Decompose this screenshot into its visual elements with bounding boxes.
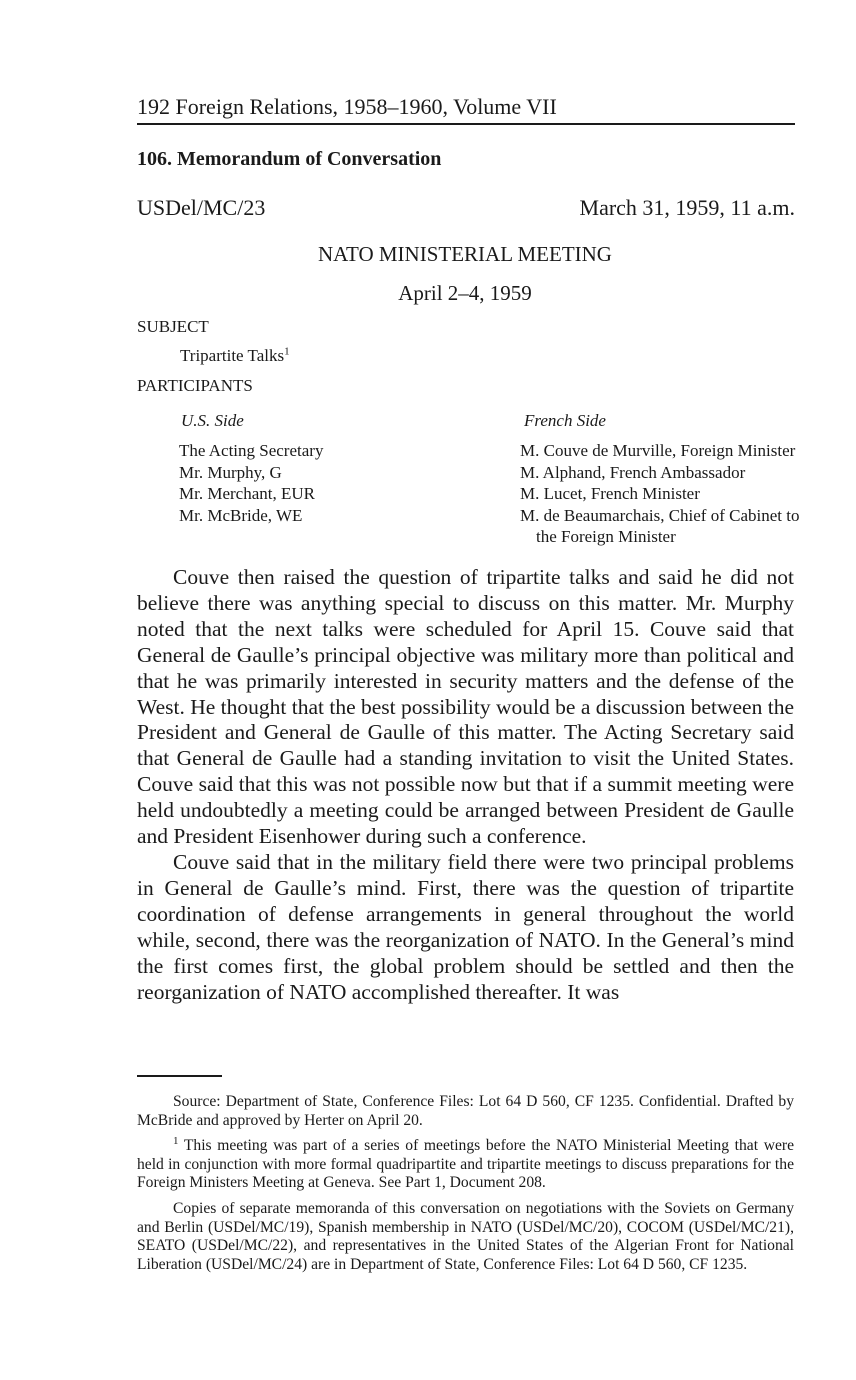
running-head: 192 Foreign Relations, 1958–1960, Volume VII — [137, 94, 557, 119]
participant-name: M. Lucet, French Minister — [520, 484, 700, 503]
participants-label: PARTICIPANTS — [137, 376, 253, 395]
participant-name: Mr. Merchant, EUR — [179, 484, 315, 503]
footnote-1 — [137, 1137, 794, 1193]
participant-name: M. Couve de Murville, Foreign Minister — [520, 441, 796, 460]
subject-text: Tripartite Talks — [180, 346, 285, 365]
participant-name: M. de Beaumarchais, Chief of Cabinet to the Foreign Minister — [520, 505, 800, 546]
document-title: 106. Memorandum of Conversation — [137, 148, 442, 170]
footnotes — [137, 1093, 794, 1281]
memorandum-body — [137, 565, 794, 1005]
body-paragraph: Couve said that in the military field there were two principal problems in General de Gaulle’s mind. First, there was the question of tripartite coordination of defense arrangements in general throughout the world while, second, there was the reorganization of NATO. In the General’s mind the first comes first, the global problem should be settled and then the reorganization of NATO accomplished thereafter. It was — [137, 849, 794, 1004]
footnote-1-text: This meeting was part of a series of meetings before the NATO Ministerial Meeting that were held in conjunction with more formal quadripartite and tripartite meetings to discuss preparations for the Foreign Ministers Meeting at Geneva. See Part 1, Document 208. — [137, 1137, 794, 1192]
subject-label: SUBJECT — [137, 317, 209, 336]
document-date: March 31, 1959, 11 a.m. — [579, 195, 795, 220]
subject-value — [180, 346, 290, 366]
header-rule — [137, 123, 795, 125]
footnote-rule — [137, 1075, 222, 1077]
document-id: USDel/MC/23 — [137, 195, 266, 220]
us-side-heading: U.S. Side — [181, 411, 244, 430]
footnote-marker: 1 — [173, 1135, 179, 1147]
body-paragraph: Couve then raised the question of tripartite talks and said he did not believe there was anything special to discuss on this matter. Mr. Murphy noted that the next talks were scheduled for April 15. Couve said that General de Gaulle’s principal objective was military more than political and that he was primarily interested in security matters and the defense of the West. He thought that the best possibility would be a discussion between the President and General de Gaulle of this matter. The Acting Secretary said that General de Gaulle had a standing invitation to visit the United States. Couve said that this was not possible now but that if a summit meeting were held undoubtedly a meeting could be arranged between President de Gaulle and President Eisenhower during such a conference. — [137, 565, 794, 849]
participant-name: The Acting Secretary — [179, 441, 324, 460]
french-participants-list — [520, 440, 800, 548]
meeting-title: NATO MINISTERIAL MEETING — [318, 242, 612, 266]
participant-name: M. Alphand, French Ambassador — [520, 462, 746, 482]
footnote-ref: 1 — [284, 345, 290, 358]
source-note: Source: Department of State, Conference Files: Lot 64 D 560, CF 1235. Confidential. Drafted by McBride and approved by Herter on April 20. — [137, 1093, 794, 1129]
participant-name: Mr. Murphy, G — [179, 462, 282, 482]
us-participants-list — [179, 440, 323, 526]
copies-note: Copies of separate memoranda of this conversation on negotiations with the Soviets on Germany and Berlin (USDel/MC/19), Spanish membership in NATO (USDel/MC/20), COCOM (USDel/MC/21), SEATO (USDel/MC/22), and representatives in the United States of the Algerian Front for National Liberation (USDel/MC/24) are in Department of State, Conference Files: Lot 64 D 560, CF 1235. — [137, 1199, 794, 1273]
meeting-dates: April 2–4, 1959 — [398, 281, 532, 305]
french-side-heading: French Side — [524, 411, 606, 430]
participant-name: Mr. McBride, WE — [179, 505, 303, 525]
